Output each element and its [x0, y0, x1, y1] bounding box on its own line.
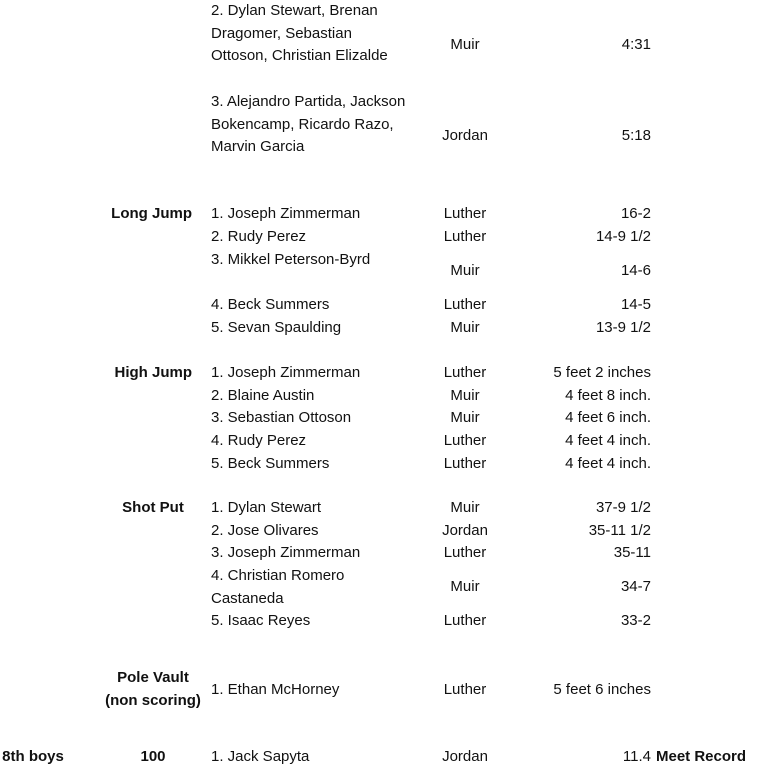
athlete-name: 3. Sebastian Ottoson [211, 409, 352, 426]
athlete-name: 5. Beck Summers [211, 455, 330, 472]
school-name: Jordan [442, 748, 488, 765]
school-name: Luther [443, 455, 487, 472]
school-name: Luther [443, 612, 487, 629]
result-mark: 4 feet 4 inch. [565, 432, 651, 449]
athlete-name: 1. Joseph Zimmerman [211, 364, 361, 381]
athlete-name: 5. Sevan Spaulding [211, 319, 342, 336]
result-mark: 35-11 1/2 [588, 522, 651, 539]
athlete-name: 4. Christian Romero Castaneda [211, 567, 345, 607]
result-mark: 4 feet 4 inch. [565, 455, 651, 472]
result-mark: 16-2 [620, 205, 651, 222]
event-title: Shot Put [122, 499, 184, 516]
result-mark: 14-5 [620, 296, 651, 313]
athlete-name: 1. Joseph Zimmerman [211, 205, 361, 222]
athlete-name: 1. Ethan McHorney [211, 681, 340, 698]
event-title: 100 [140, 748, 166, 765]
athlete-name: 3. Mikkel Peterson-Byrd [211, 251, 371, 268]
athlete-name: 2. Jose Olivares [211, 522, 319, 539]
school-name: Luther [443, 296, 487, 313]
result-mark: 14-6 [620, 262, 651, 279]
result-mark: 4 feet 6 inch. [565, 409, 651, 426]
result-mark: 4:31 [621, 36, 651, 53]
meet-record-note: Meet Record [656, 748, 747, 765]
athlete-name: 5. Isaac Reyes [211, 612, 311, 629]
result-mark: 11.4 [622, 748, 651, 765]
result-mark: 14-9 1/2 [595, 228, 651, 245]
school-name: Luther [443, 364, 487, 381]
event-title: Pole Vault (non scoring) [105, 669, 201, 709]
athlete-name: 2. Blaine Austin [211, 387, 315, 404]
athlete-names: 2. Dylan Stewart, Brenan Dragomer, Sebastian Ottoson, Christian Elizalde [211, 2, 388, 65]
grade-label: 8th boys [2, 748, 64, 765]
school-name: Muir [450, 262, 480, 279]
event-title: Long Jump [111, 205, 192, 222]
result-mark: 34-7 [620, 578, 651, 595]
school-name: Luther [443, 544, 487, 561]
school-name: Jordan [442, 522, 488, 539]
school-name: Luther [443, 432, 487, 449]
school-name: Muir [450, 409, 480, 426]
athlete-name: 3. Joseph Zimmerman [211, 544, 361, 561]
school-name: Muir [450, 319, 480, 336]
school-name: Luther [443, 205, 487, 222]
event-title: High Jump [114, 364, 192, 381]
athlete-name: 4. Rudy Perez [211, 432, 307, 449]
athlete-name: 2. Rudy Perez [211, 228, 307, 245]
school-name: Muir [450, 36, 480, 53]
result-mark: 35-11 [613, 544, 651, 561]
result-mark: 5 feet 6 inches [553, 681, 651, 698]
athlete-names: 3. Alejandro Partida, Jackson Bokencamp, Ricardo Razo, Marvin Garcia [211, 93, 406, 156]
school-name: Muir [450, 578, 480, 595]
result-mark: 37-9 1/2 [595, 499, 651, 516]
result-mark: 5:18 [621, 127, 651, 144]
school-name: Muir [450, 499, 480, 516]
result-mark: 33-2 [620, 612, 651, 629]
school-name: Muir [450, 387, 480, 404]
athlete-name: 1. Jack Sapyta [211, 748, 310, 765]
result-mark: 13-9 1/2 [595, 319, 651, 336]
athlete-name: 4. Beck Summers [211, 296, 330, 313]
result-mark: 5 feet 2 inches [553, 364, 651, 381]
school-name: Jordan [442, 127, 488, 144]
school-name: Luther [443, 681, 487, 698]
result-mark: 4 feet 8 inch. [565, 387, 651, 404]
athlete-name: 1. Dylan Stewart [211, 499, 322, 516]
school-name: Luther [443, 228, 487, 245]
